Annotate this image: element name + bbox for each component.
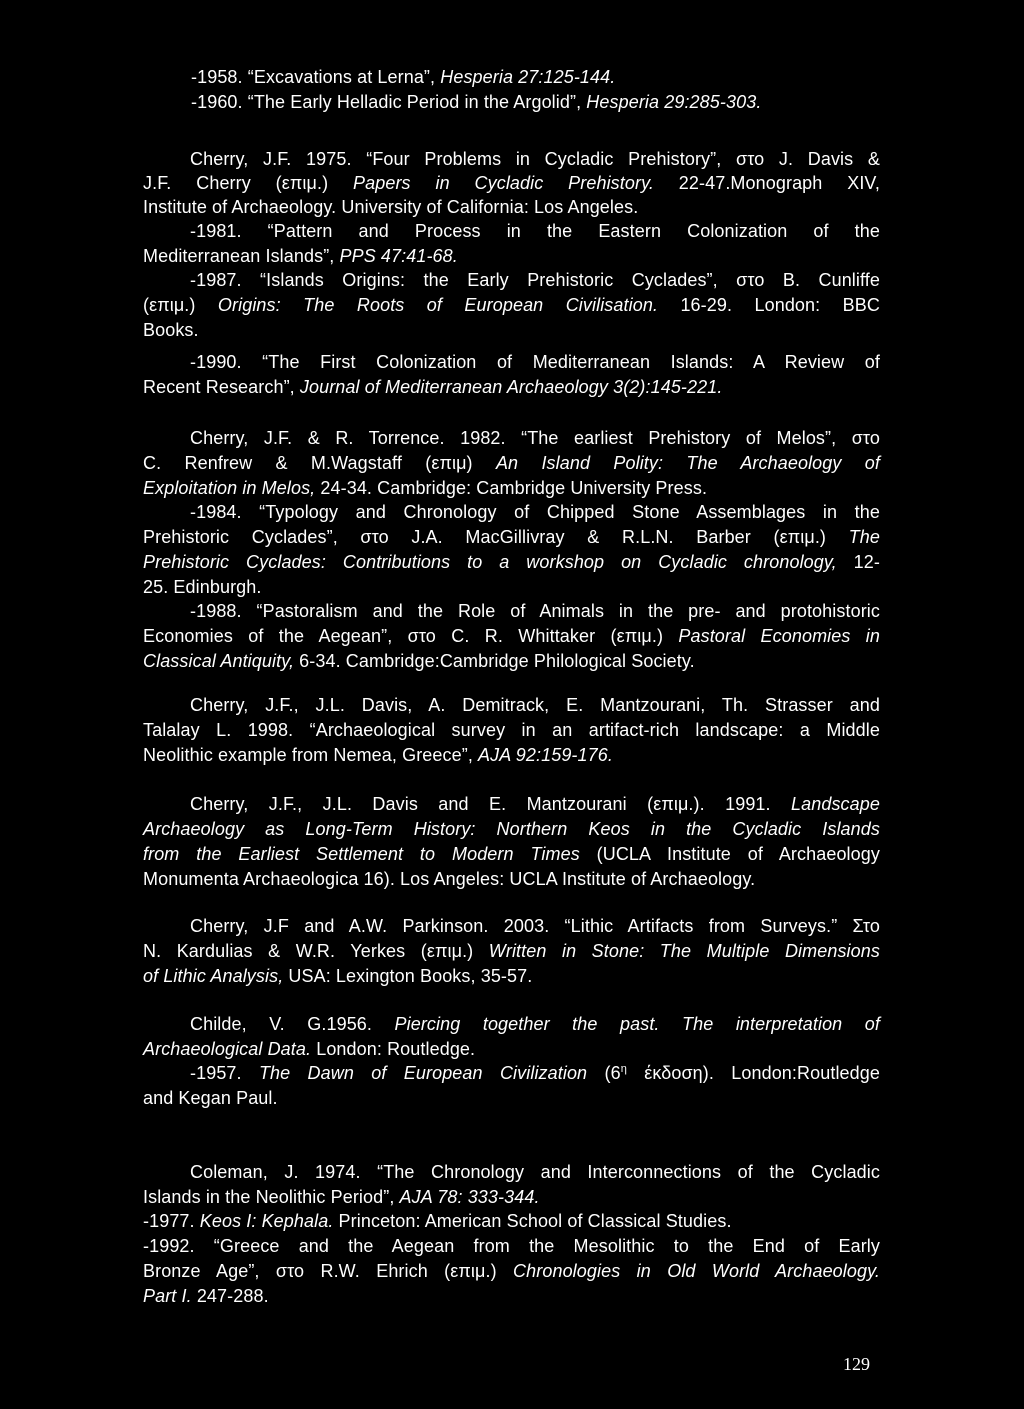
entry-line: Cherry, J.F. 1975. “Four Problems in Cycladic Prehistory”, στο J. Davis & xyxy=(190,149,880,169)
entry-text: London: Routledge. xyxy=(311,1039,476,1059)
entry-title: Keos I: Kephala. xyxy=(199,1211,334,1231)
entry-title: Hesperia 29:285-303. xyxy=(586,92,762,112)
entry-text: 12- xyxy=(836,552,880,572)
entry-text: (UCLA Institute of Archaeology xyxy=(579,844,880,864)
entry-line xyxy=(143,1284,880,1309)
entry-line xyxy=(143,649,880,674)
entry-line xyxy=(143,1209,880,1234)
entry-title: Origins: The Roots of European Civilisation. xyxy=(217,295,659,315)
entry-title: Journal of Mediterranean Archaeology 3(2):145-221. xyxy=(299,377,723,397)
entry-line: 25. Edinburgh. xyxy=(143,577,262,597)
entry-text: C. Renfrew & M.Wagstaff (επιμ) xyxy=(143,453,496,473)
entry-text: 22-47.Monograph XIV, xyxy=(653,173,880,193)
entry-text: Islands in the Neolithic Period”, xyxy=(143,1187,400,1207)
entry-text: έκδοση). London:Routledge xyxy=(626,1063,880,1083)
entry-title: Archaeological Data. xyxy=(143,1039,312,1059)
entry-line xyxy=(143,1185,880,1210)
entry-line xyxy=(191,65,880,90)
entry-text: Princeton: American School of Classical Studies. xyxy=(333,1211,732,1231)
entry-text: 16-29. London: BBC xyxy=(658,295,880,315)
entry-title: Papers in Cycladic Prehistory. xyxy=(353,173,654,193)
entry-title: Pastoral Economies in xyxy=(678,626,881,646)
entry-text: N. Kardulias & W.R. Yerkes (επιμ.) xyxy=(143,941,489,961)
entry-line xyxy=(143,171,880,196)
entry-title: Landscape xyxy=(791,794,880,814)
entry-line xyxy=(190,1012,880,1037)
entry-line xyxy=(143,525,880,550)
entry-line xyxy=(143,293,880,318)
entry-line: -1990. “The First Colonization of Mediterranean Islands: A Review of xyxy=(190,352,880,372)
entry-title: AJA 78: 333-344. xyxy=(399,1187,540,1207)
entry-line: Books. xyxy=(143,320,199,340)
entry-title: Archaeology as Long-Term History: Northern Keos in the Cycladic Islands xyxy=(143,819,880,839)
page-number: 129 xyxy=(843,1354,870,1374)
entry-line: Cherry, J.F and A.W. Parkinson. 2003. “Lithic Artifacts from Surveys.” Στο xyxy=(190,916,880,936)
entry-text: Mediterranean Islands”, xyxy=(143,246,340,266)
entry-line: -1992. “Greece and the Aegean from the Mesolithic to the End of Early xyxy=(143,1236,880,1256)
entry-text: Neolithic example from Nemea, Greece”, xyxy=(143,745,479,765)
entry-text: 24-34. Cambridge: Cambridge University Press. xyxy=(315,478,708,498)
entry-text: 6-34. Cambridge:Cambridge Philological Society. xyxy=(294,651,695,671)
entry-text: J.F. Cherry (επιμ.) xyxy=(143,173,354,193)
entry-line xyxy=(143,624,880,649)
entry-title: AJA 92:159-176. xyxy=(478,745,613,765)
entry-text: -1960. “The Early Helladic Period in the Argolid”, xyxy=(191,92,587,112)
entry-title: Written in Stone: The Multiple Dimensions xyxy=(488,941,880,961)
entry-text: -1977. xyxy=(143,1211,200,1231)
entry-line xyxy=(143,842,880,867)
entry-text: 247-288. xyxy=(191,1286,269,1306)
entry-line: Institute of Archaeology. University of California: Los Angeles. xyxy=(143,197,639,217)
entry-line xyxy=(143,375,880,400)
edition-superscript: η xyxy=(620,1063,627,1075)
entry-text: -1958. “Excavations at Lerna”, xyxy=(191,67,441,87)
entry-title: The Dawn of European Civilization xyxy=(258,1063,588,1083)
entry-title: Piercing together the past. The interpretation of xyxy=(394,1014,880,1034)
entry-text: (επιμ.) xyxy=(143,295,218,315)
entry-line: Monumenta Archaeologica 16). Los Angeles: UCLA Institute of Archaeology. xyxy=(143,869,756,889)
entry-title: The xyxy=(848,527,880,547)
entry-line: Talalay L. 1998. “Archaeological survey in an artifact-rich landscape: a Middle xyxy=(143,720,880,740)
entry-text: Recent Research”, xyxy=(143,377,300,397)
entry-text: Bronze Age”, στο R.W. Ehrich (επιμ.) xyxy=(143,1261,514,1281)
entry-line xyxy=(190,1061,880,1086)
entry-line: Cherry, J.F., J.L. Davis, A. Demitrack, E. Mantzourani, Th. Strasser and xyxy=(190,695,880,715)
entry-line xyxy=(143,1259,880,1284)
entry-line xyxy=(143,743,880,768)
entry-line xyxy=(143,939,880,964)
entry-line: -1981. “Pattern and Process in the Eastern Colonization of the xyxy=(190,221,880,241)
entry-line xyxy=(143,1037,880,1062)
entry-title: Part I. xyxy=(143,1286,192,1306)
entry-title: from the Earliest Settlement to Modern Times xyxy=(143,844,580,864)
entry-line xyxy=(191,90,880,115)
entry-line xyxy=(143,964,880,989)
entry-line: -1984. “Typology and Chronology of Chipped Stone Assemblages in the xyxy=(190,502,880,522)
entry-line: and Kegan Paul. xyxy=(143,1088,278,1108)
entry-line: -1988. “Pastoralism and the Role of Animals in the pre- and protohistoric xyxy=(190,601,880,621)
entry-text: Cherry, J.F., J.L. Davis and E. Mantzourani (επιμ.). 1991. xyxy=(190,794,792,814)
entry-line: Coleman, J. 1974. “The Chronology and Interconnections of the Cycladic xyxy=(190,1162,880,1182)
entry-title: of Lithic Analysis, xyxy=(143,966,284,986)
entry-title: Prehistoric Cyclades: Contributions to a workshop on Cycladic chronology, xyxy=(143,552,837,572)
entry-line: -1987. “Islands Origins: the Early Prehistoric Cyclades”, στο B. Cunliffe xyxy=(190,270,880,290)
entry-title: PPS 47:41-68. xyxy=(339,246,458,266)
entry-text: Childe, V. G.1956. xyxy=(190,1014,395,1034)
entry-title: Classical Antiquity, xyxy=(143,651,295,671)
entry-title: An Island Polity: The Archaeology of xyxy=(495,453,880,473)
entry-line xyxy=(143,550,880,575)
entry-text: Economies of the Aegean”, στο C. R. Whittaker (επιμ.) xyxy=(143,626,679,646)
entry-title: Exploitation in Melos, xyxy=(143,478,316,498)
entry-text: (6 xyxy=(587,1063,621,1083)
entry-line xyxy=(143,817,880,842)
entry-title: Hesperia 27:125-144. xyxy=(440,67,616,87)
entry-line xyxy=(143,451,880,476)
entry-text: Prehistoric Cyclades”, στο J.A. MacGillivray & R.L.N. Barber (επιμ.) xyxy=(143,527,849,547)
entry-line xyxy=(190,792,880,817)
entry-line xyxy=(143,244,880,269)
entry-line xyxy=(143,476,880,501)
entry-text: USA: Lexington Books, 35-57. xyxy=(283,966,533,986)
entry-line: Cherry, J.F. & R. Torrence. 1982. “The earliest Prehistory of Melos”, στο xyxy=(190,428,880,448)
entry-title: Chronologies in Old World Archaeology. xyxy=(513,1261,880,1281)
entry-text: -1957. xyxy=(190,1063,259,1083)
